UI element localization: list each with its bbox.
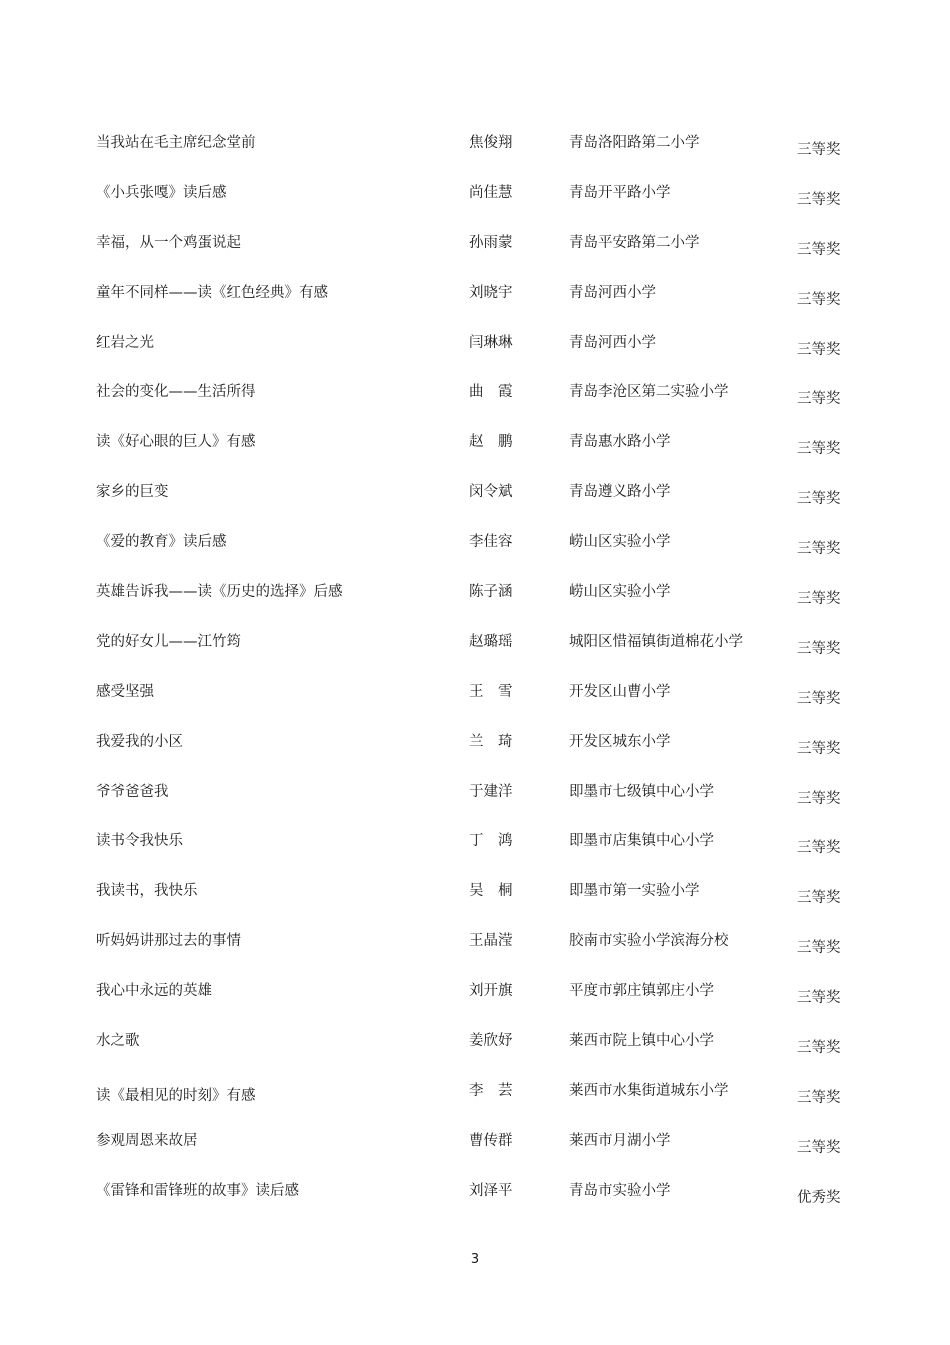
essay-title: 读《最相见的时刻》有感 <box>96 1087 256 1104</box>
school-name: 开发区城东小学 <box>569 733 671 750</box>
author-name: 王晶滢 <box>469 933 513 950</box>
author-name: 闵令斌 <box>469 484 513 501</box>
author-name: 曹传群 <box>469 1132 513 1149</box>
essay-title: 读书令我快乐 <box>96 833 183 850</box>
school-name: 即墨市第一实验小学 <box>569 883 700 900</box>
list-item <box>0 978 950 1028</box>
essay-title: 幸福，从一个鸡蛋说起 <box>96 234 241 251</box>
essay-title: 水之歌 <box>96 1033 140 1050</box>
school-name: 青岛市实验小学 <box>569 1182 671 1199</box>
list-item <box>0 928 950 978</box>
author-name: 姜欣妤 <box>469 1033 513 1050</box>
award-level: 三等奖 <box>797 740 841 757</box>
essay-title: 我爱我的小区 <box>96 733 183 750</box>
school-name: 莱西市水集街道城东小学 <box>569 1082 729 1099</box>
list-item <box>0 629 950 679</box>
award-level: 三等奖 <box>797 790 841 807</box>
essay-title: 社会的变化——生活所得 <box>96 384 256 401</box>
award-level: 三等奖 <box>797 391 841 408</box>
list-item <box>0 729 950 779</box>
author-name: 刘晓宇 <box>469 284 513 301</box>
list-item <box>0 579 950 629</box>
award-level: 三等奖 <box>797 1139 841 1156</box>
essay-title: 读《好心眼的巨人》有感 <box>96 434 256 451</box>
essay-title: 我读书，我快乐 <box>96 883 198 900</box>
list-item <box>0 878 950 928</box>
author-name: 李佳容 <box>469 534 513 551</box>
list-item <box>0 429 950 479</box>
essay-title: 我心中永远的英雄 <box>96 983 212 1000</box>
school-name: 青岛河西小学 <box>569 334 656 351</box>
award-level: 三等奖 <box>797 241 841 258</box>
list-item <box>0 280 950 330</box>
author-name: 闫琳琳 <box>469 334 513 351</box>
list-item <box>0 779 950 829</box>
award-list <box>0 130 950 1228</box>
list-item <box>0 679 950 729</box>
school-name: 青岛李沧区第二实验小学 <box>569 384 729 401</box>
essay-title: 英雄告诉我——读《历史的选择》后感 <box>96 584 343 601</box>
school-name: 青岛惠水路小学 <box>569 434 671 451</box>
school-name: 崂山区实验小学 <box>569 534 671 551</box>
school-name: 青岛平安路第二小学 <box>569 234 700 251</box>
award-level: 三等奖 <box>797 890 841 907</box>
award-level: 三等奖 <box>797 1089 841 1106</box>
school-name: 胶南市实验小学滨海分校 <box>569 933 729 950</box>
author-name: 刘泽平 <box>469 1182 513 1199</box>
author-name: 曲 霞 <box>469 384 513 401</box>
award-level: 三等奖 <box>797 840 841 857</box>
school-name: 崂山区实验小学 <box>569 584 671 601</box>
list-item <box>0 230 950 280</box>
award-level: 三等奖 <box>797 341 841 358</box>
award-level: 三等奖 <box>797 291 841 308</box>
page-number: 3 <box>470 1252 480 1267</box>
award-level: 三等奖 <box>797 441 841 458</box>
author-name: 兰 琦 <box>469 733 513 750</box>
school-name: 青岛开平路小学 <box>569 184 671 201</box>
author-name: 孙雨蒙 <box>469 234 513 251</box>
essay-title: 听妈妈讲那过去的事情 <box>96 933 241 950</box>
list-item <box>0 529 950 579</box>
school-name: 青岛遵义路小学 <box>569 484 671 501</box>
award-level: 三等奖 <box>797 1040 841 1057</box>
school-name: 即墨市店集镇中心小学 <box>569 833 714 850</box>
author-name: 李 芸 <box>469 1082 513 1099</box>
essay-title: 红岩之光 <box>96 334 154 351</box>
award-level: 三等奖 <box>797 940 841 957</box>
essay-title: 《小兵张嘎》读后感 <box>96 184 227 201</box>
author-name: 丁 鸿 <box>469 833 513 850</box>
school-name: 青岛河西小学 <box>569 284 656 301</box>
author-name: 赵璐瑶 <box>469 633 513 650</box>
award-level: 三等奖 <box>797 191 841 208</box>
school-name: 开发区山曹小学 <box>569 683 671 700</box>
school-name: 平度市郭庄镇郭庄小学 <box>569 983 714 1000</box>
list-item <box>0 1078 950 1128</box>
school-name: 城阳区惜福镇街道棉花小学 <box>569 633 743 650</box>
essay-title: 童年不同样——读《红色经典》有感 <box>96 284 328 301</box>
author-name: 焦俊翔 <box>469 135 513 151</box>
award-level: 三等奖 <box>797 541 841 558</box>
school-name: 即墨市七级镇中心小学 <box>569 783 714 800</box>
author-name: 赵 鹏 <box>469 434 513 451</box>
author-name: 陈子涵 <box>469 584 513 601</box>
list-item <box>0 130 950 180</box>
author-name: 王 雪 <box>469 683 513 700</box>
author-name: 吴 桐 <box>469 883 513 900</box>
award-level: 三等奖 <box>797 142 841 158</box>
essay-title: 家乡的巨变 <box>96 484 169 501</box>
list-item <box>0 828 950 878</box>
list-item <box>0 379 950 429</box>
list-item <box>0 1028 950 1078</box>
author-name: 于建洋 <box>469 783 513 800</box>
essay-title: 参观周恩来故居 <box>96 1132 198 1149</box>
list-item <box>0 1128 950 1178</box>
essay-title: 爷爷爸爸我 <box>96 783 169 800</box>
author-name: 刘开旗 <box>469 983 513 1000</box>
essay-title: 当我站在毛主席纪念堂前 <box>96 135 256 151</box>
award-level: 优秀奖 <box>797 1189 841 1206</box>
school-name: 莱西市月湖小学 <box>569 1132 671 1149</box>
list-item <box>0 479 950 529</box>
school-name: 青岛洛阳路第二小学 <box>569 135 700 151</box>
award-level: 三等奖 <box>797 640 841 657</box>
list-item <box>0 1178 950 1228</box>
essay-title: 感受坚强 <box>96 683 154 700</box>
list-item <box>0 330 950 380</box>
award-level: 三等奖 <box>797 990 841 1007</box>
school-name: 莱西市院上镇中心小学 <box>569 1033 714 1050</box>
award-level: 三等奖 <box>797 591 841 608</box>
award-level: 三等奖 <box>797 491 841 508</box>
essay-title: 《爱的教育》读后感 <box>96 534 227 551</box>
essay-title: 党的好女儿——江竹筠 <box>96 633 241 650</box>
author-name: 尚佳慧 <box>469 184 513 201</box>
award-level: 三等奖 <box>797 690 841 707</box>
essay-title: 《雷锋和雷锋班的故事》读后感 <box>96 1182 299 1199</box>
list-item <box>0 180 950 230</box>
